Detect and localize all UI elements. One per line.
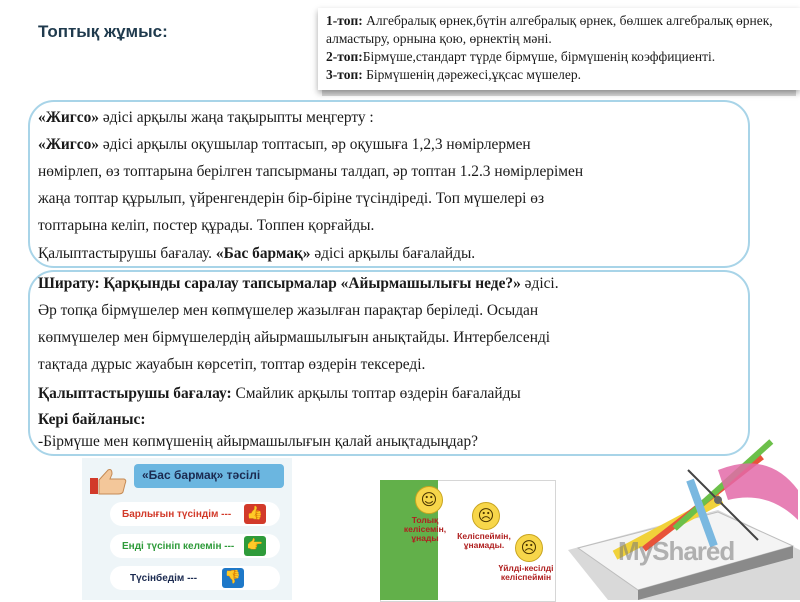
groups-card — [318, 8, 800, 90]
watermark-logo: MyShared — [618, 536, 735, 566]
group-line — [326, 30, 552, 48]
smiley-label: Толық келісемін, ұнады — [403, 515, 447, 543]
group-line — [326, 66, 581, 84]
panel1-line — [38, 135, 531, 155]
thumbs-up-icon: 👍 — [244, 504, 266, 524]
panel2-text: Смайлик арқылы топтар өздерін бағалайды — [231, 385, 521, 402]
thumbs-down-icon: 👎 — [222, 568, 244, 588]
page-title: Топтық жұмыс: — [38, 22, 168, 41]
panel2-line: Әр топқа бірмүшелер мен көпмүшелер жазылған парақтар беріледі. Осыдан — [38, 302, 539, 319]
panel2-text: әдісі. — [520, 275, 559, 292]
group-line — [326, 12, 773, 30]
group-text: Бірмүшенің дәрежесі,ұқсас мүшелер. — [362, 67, 581, 82]
group-line — [326, 48, 715, 66]
panel1-line: жаңа топтар құрылып, үйренгендерін бір-біріне түсіндіреді. Топ мүшелері өз — [38, 190, 545, 207]
panel1-line: нөмірлеп, өз топтарына берілген тапсырманы талдап, әр топтан 1.2.3 нөмірлерімен — [38, 163, 584, 180]
angry-face-icon: ☹ — [515, 534, 543, 562]
panel2-line — [38, 274, 559, 294]
method-name: «Жигсо» — [38, 136, 99, 153]
panel1-text: әдісі арқылы бағалайды. — [310, 245, 476, 262]
panel1-line — [38, 244, 475, 264]
panel1-line: топтарына келіп, постер құрады. Топпен қорғайды. — [38, 217, 375, 234]
smiley-label: Үйлді-кесілді келіспеймін — [498, 563, 554, 582]
panel2-line — [38, 384, 521, 404]
section-heading: Қалыптастырушы бағалау: — [38, 385, 232, 402]
happy-face-icon: ☺ — [415, 486, 443, 514]
method-name: «Жигсо» — [38, 109, 99, 126]
thumbs-up-hand-icon — [90, 466, 128, 496]
thumbs-sideways-icon: 👉 — [244, 536, 266, 556]
group-tag: 3-топ: — [326, 67, 363, 82]
thumbs-row-label: Барлығын түсіндім --- — [122, 509, 232, 520]
thumbs-row-label: Енді түсініп келемін --- — [122, 541, 235, 552]
group-tag: 1-топ: — [326, 13, 363, 28]
panel1-text: әдісі арқылы жаңа тақырыпты меңгерту : — [99, 109, 374, 126]
group-text: Алгебралық өрнек,бүтін алгебралық өрнек, бөлшек алгебралық өрнек, — [362, 13, 773, 28]
thumbs-title: «Бас бармақ» тәсілі — [142, 468, 261, 482]
panel2-line: көпмүшелер мен бірмүшелердің айырмашылығын анықтайды. Интербелсенді — [38, 329, 551, 346]
panel2-line: тақтада дұрыс жауабын көрсетіп, топтар өздерін тексереді. — [38, 356, 426, 373]
thumbs-row-label: Түсінбедім --- — [130, 573, 198, 584]
confused-face-icon: ☹ — [472, 502, 500, 530]
panel1-text: Қалыптастырушы бағалау. — [38, 245, 213, 262]
section-heading: Ширату: Қарқынды саралау тапсырмалар «Айырмашылығы неде?» — [38, 275, 521, 292]
stationery-decoration — [568, 430, 800, 600]
feedback-question: -Бірмүше мен көпмүшенің айырмашылығын қалай анықтадыңдар? — [38, 433, 478, 450]
thumbs-method-image — [82, 458, 292, 600]
panel1-line — [38, 108, 374, 128]
smiley-label: Келіспеймін, ұнамады. — [457, 531, 511, 550]
feedback-heading: Кері байланыс: — [38, 411, 146, 428]
panel1-text: әдісі арқылы оқушылар топтасып, әр оқушыға 1,2,3 нөмірлермен — [99, 136, 531, 153]
group-text: алмастыру, орнына қою, өрнектің мәні. — [326, 31, 552, 46]
group-tag: 2-топ: — [326, 49, 363, 64]
method-name: «Бас бармақ» — [212, 245, 311, 262]
group-text: Бірмүше,стандарт түрде бірмүше, бірмүшенің коэффициенті. — [362, 49, 716, 64]
